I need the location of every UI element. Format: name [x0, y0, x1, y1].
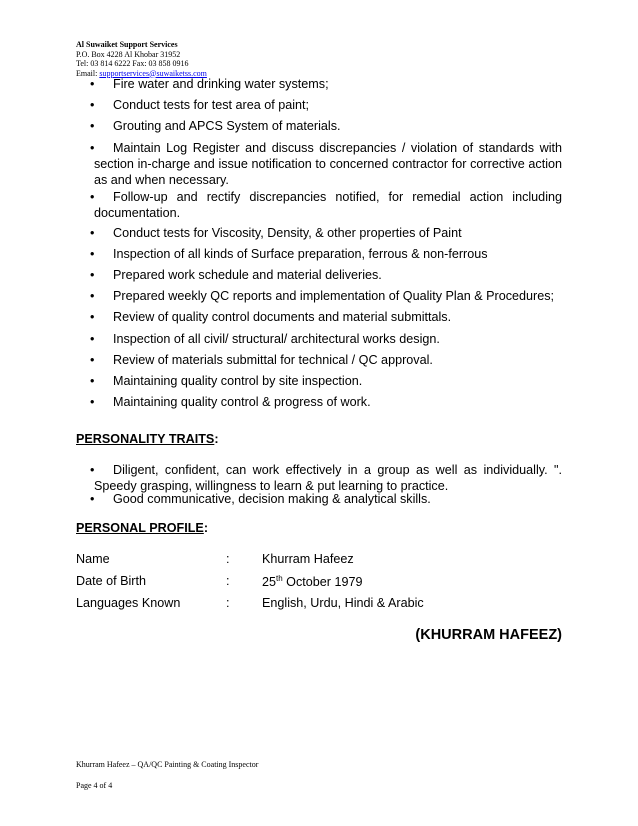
- bullet-icon: •: [90, 492, 95, 506]
- bullet-icon: •: [90, 226, 95, 240]
- bullet-icon: •: [90, 289, 95, 303]
- bullet-icon: •: [90, 395, 95, 409]
- list-item: • Follow-up and rectify discrepancies notified, for remedial action including documentation.: [90, 190, 562, 220]
- list-item: • Inspection of all kinds of Surface preparation, ferrous & non-ferrous: [90, 247, 488, 261]
- list-item: • Conduct tests for Viscosity, Density, & other properties of Paint: [90, 226, 462, 240]
- bullet-icon: •: [90, 141, 95, 155]
- list-item: • Inspection of all civil/ structural/ architectural works design.: [90, 332, 440, 346]
- list-item: • Prepared work schedule and material deliveries.: [90, 268, 382, 282]
- list-item: • Maintain Log Register and discuss discrepancies / violation of standards with section in-charge and issue notification to concerned contractor for corrective action as and when necessary.: [90, 141, 562, 187]
- bullet-icon: •: [90, 119, 95, 133]
- list-item: • Prepared weekly QC reports and implementation of Quality Plan & Procedures;: [90, 289, 554, 303]
- bullet-icon: •: [90, 247, 95, 261]
- signature-name: (KHURRAM HAFEEZ): [415, 627, 562, 643]
- bullet-icon: •: [90, 332, 95, 346]
- email-label: Email:: [76, 68, 100, 78]
- footer-line: Khurram Hafeez – QA/QC Painting & Coating Inspector: [76, 760, 259, 769]
- page-number: Page 4 of 4: [76, 781, 113, 790]
- list-item: • Good communicative, decision making & analytical skills.: [90, 492, 431, 506]
- company-phone: Tel: 03 814 6222 Fax: 03 858 0916: [76, 59, 189, 68]
- bullet-icon: •: [90, 463, 95, 477]
- list-item: • Maintaining quality control by site inspection.: [90, 374, 363, 388]
- company-name: Al Suwaiket Support Services: [76, 40, 178, 49]
- company-address: P.O. Box 4228 Al Khobar 31952: [76, 49, 181, 59]
- list-item: • Grouting and APCS System of materials.: [90, 119, 341, 133]
- list-item: • Fire water and drinking water systems;: [90, 77, 329, 91]
- section-heading-profile: PERSONAL PROFILE:: [76, 521, 209, 535]
- list-item: • Maintaining quality control & progress of work.: [90, 395, 371, 409]
- bullet-icon: •: [90, 374, 95, 388]
- list-item: • Diligent, confident, can work effectively in a group as well as individually. ". Speedy grasping, willingness to learn & put learning to practice.: [90, 463, 562, 493]
- letterhead: [76, 40, 207, 78]
- bullet-icon: •: [90, 98, 95, 112]
- section-heading-personality: PERSONALITY TRAITS:: [76, 432, 219, 446]
- list-item: • Conduct tests for test area of paint;: [90, 98, 310, 112]
- email-link[interactable]: supportservices@suwaiketss.com: [99, 68, 207, 78]
- bullet-icon: •: [90, 268, 95, 282]
- list-item: • Review of quality control documents and material submittals.: [90, 310, 452, 324]
- bullet-icon: •: [90, 310, 95, 324]
- list-item: • Review of materials submittal for technical / QC approval.: [90, 353, 433, 367]
- bullet-icon: •: [90, 190, 95, 204]
- bullet-icon: •: [90, 77, 95, 91]
- bullet-icon: •: [90, 353, 95, 367]
